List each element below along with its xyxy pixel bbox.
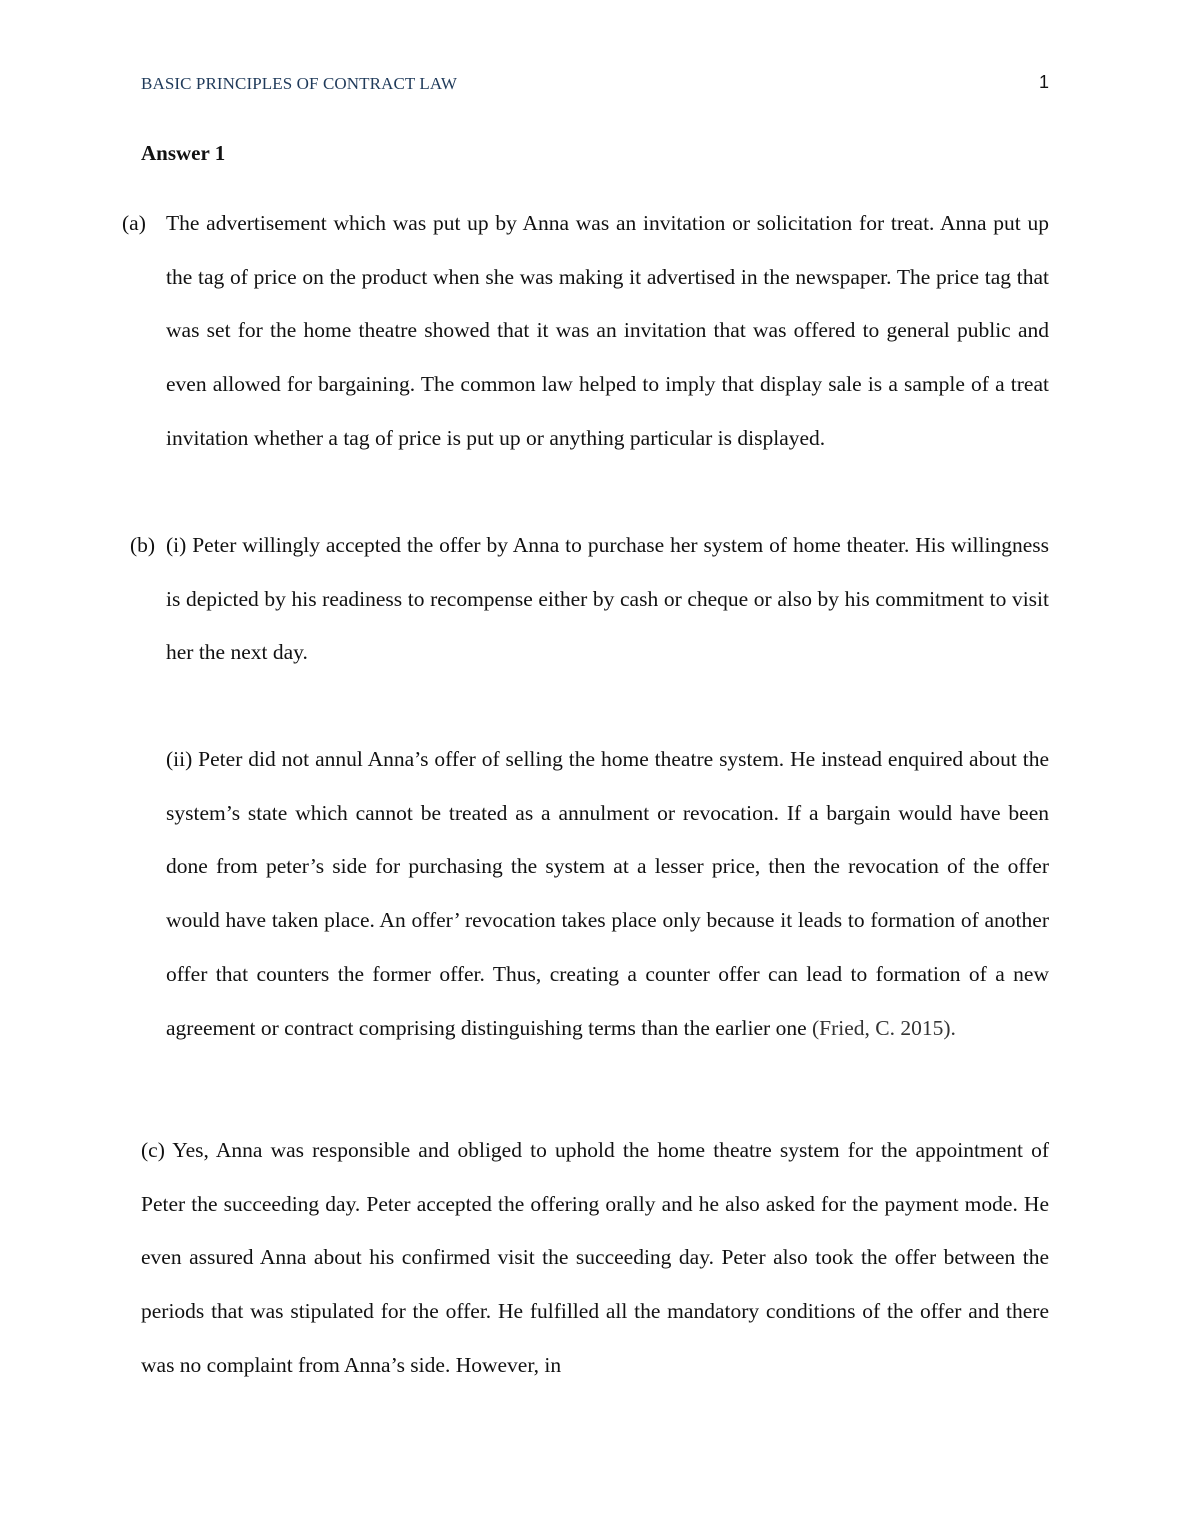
page-number: 1 [1038, 72, 1049, 92]
item-marker-a: (a) [122, 211, 146, 235]
answer-b-part-ii-paragraph [166, 733, 1049, 1055]
answer-c-paragraph: (c) Yes, Anna was responsible and obliged to uphold the home theatre system for the appointment of Peter the succeeding day. Peter accepted the offering orally and he also asked for the payment mode. He even assured Anna about his confirmed visit the succeeding day. Peter also took the offer between the periods that was stipulated for the offer. He fulfilled all the mandatory conditions of the offer and there was no complaint from Anna’s side. However, in [141, 1138, 1049, 1377]
answer-b-part-i-paragraph: (i) Peter willingly accepted the offer by Anna to purchase her system of home theater. His willingness is depicted by his readiness to recompense either by cash or cheque or also by his commitment to visit her the next day. [166, 533, 1049, 665]
item-marker-b: (b) [130, 533, 156, 557]
citation: (Fried, C. 2015). [812, 1015, 956, 1040]
answer-b-part-ii-text: (ii) Peter did not annul Anna’s offer of selling the home theatre system. He instead enquired about the system’s state which cannot be treated as a annulment or revocation. If a bargain would have been done from peter’s side for purchasing the system at a lesser price, then the revocation of the offer would have taken place. An offer’ revocation takes place only because it leads to formation of another offer that counters the former offer. Thus, creating a counter offer can lead to formation of a new agreement or contract comprising distinguishing terms than the earlier one [166, 747, 1049, 1040]
answer-heading: Answer 1 [141, 141, 226, 165]
running-head: BASIC PRINCIPLES OF CONTRACT LAW [141, 74, 458, 93]
answer-a-paragraph: The advertisement which was put up by Anna was an invitation or solicitation for treat. Anna put up the tag of price on the product when she was making it advertised in the newspaper. The price tag that was set for the home theatre showed that it was an invitation that was offered to general public and even allowed for bargaining. The common law helped to imply that display sale is a sample of a treat invitation whether a tag of price is put up or anything particular is displayed. [166, 211, 1049, 450]
